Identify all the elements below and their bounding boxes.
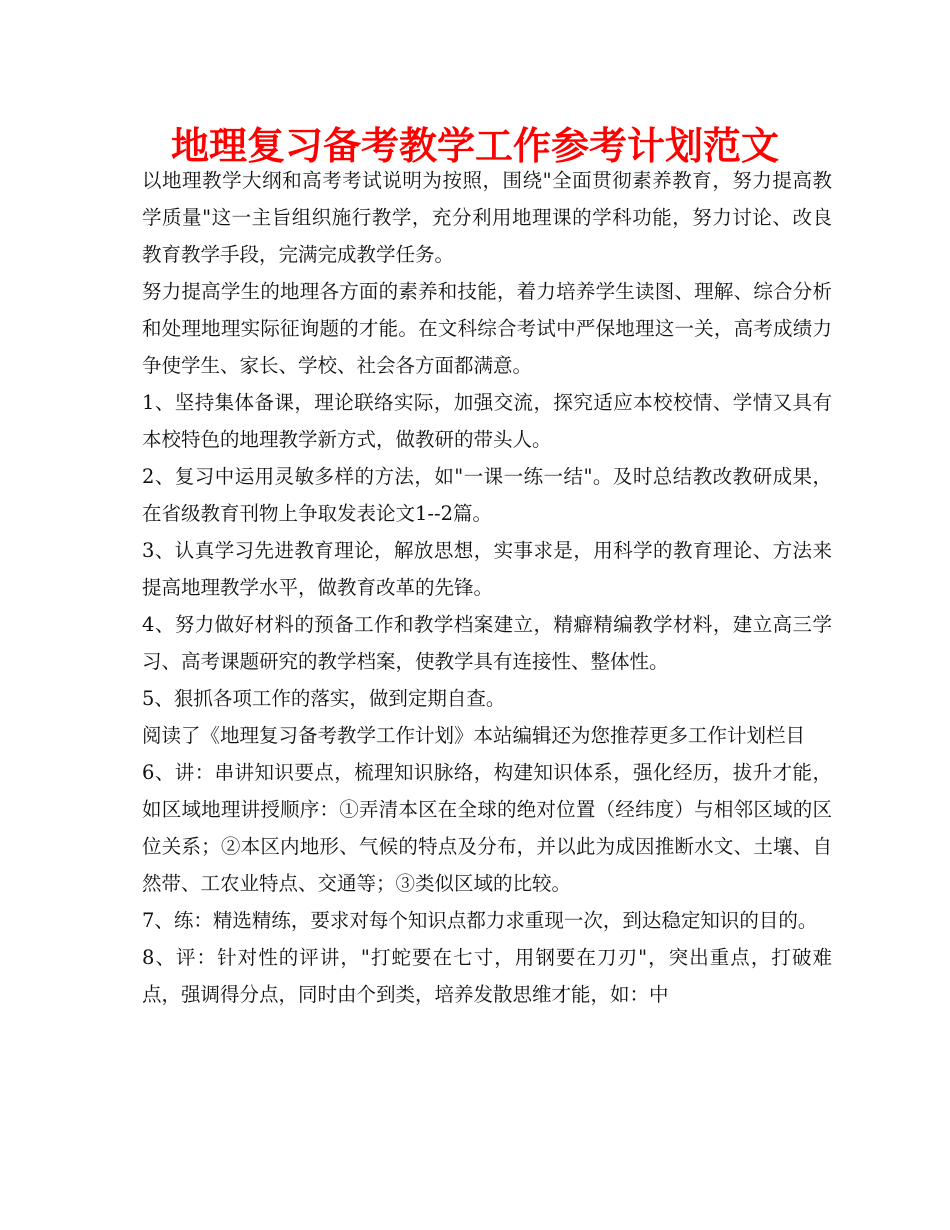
paragraph-item-6: 6、讲：串讲知识要点，梳理知识脉络，构建知识体系，强化经历，拔升才能，如区域地理讲授顺序：①弄清本区在全球的绝对位置（经纬度）与相邻区域的区位关系；②本区内地形、气候的特点及分布，并以此为成因推断水文、土壤、自然带、工农业特点、交通等；③类似区域的比较。 (142, 761, 832, 895)
paragraph-item-3: 3、认真学习先进教育理论，解放思想，实事求是，用科学的教育理论、方法来提高地理教学水平，做教育改革的先锋。 (142, 539, 832, 599)
paragraph-item-5: 5、狠抓各项工作的落实，做到定期自查。 (142, 687, 506, 710)
paragraph-item-4: 4、努力做好材料的预备工作和教学档案建立，精癖精编教学材料，建立高三学习、高考课题研究的教学档案，使教学具有连接性、整体性。 (142, 613, 832, 673)
paragraph-intro: 以地理教学大纲和高考考试说明为按照，围绕"全面贯彻素养教育，努力提高教学质量"这一主旨组织施行教学，充分利用地理课的学科功能，努力讨论、改良教育教学手段，完满完成教学任务。 (142, 169, 832, 266)
document-title: 地理复习备考教学工作参考计划范文 (170, 124, 779, 168)
paragraph-item-8: 8、评：针对性的评讲，"打蛇要在七寸，用钢要在刀刃"，突出重点，打破难点，强调得分点，同时由个到类，培养发散思维才能，如：中 (142, 946, 832, 1006)
paragraph-goals: 努力提高学生的地理各方面的素养和技能，着力培养学生读图、理解、综合分析和处理地理实际征询题的才能。在文科综合考试中严保地理这一关，高考成绩力争使学生、家长、学校、社会各方面都满意。 (142, 280, 832, 377)
paragraph-recommendation: 阅读了《地理复习备考教学工作计划》本站编辑还为您推荐更多工作计划栏目 (142, 724, 806, 747)
paragraph-item-2: 2、复习中运用灵敏多样的方法，如"一课一练一结"。及时总结教改教研成果，在省级教育刊物上争取发表论文1--2篇。 (142, 465, 832, 525)
paragraph-item-1: 1、坚持集体备课，理论联络实际，加强交流，探究适应本校校情、学情又具有本校特色的地理教学新方式，做教研的带头人。 (142, 391, 832, 451)
paragraph-item-7: 7、练：精选精练，要求对每个知识点都力求重现一次，到达稳定知识的目的。 (142, 909, 818, 932)
document-body (142, 162, 832, 1013)
